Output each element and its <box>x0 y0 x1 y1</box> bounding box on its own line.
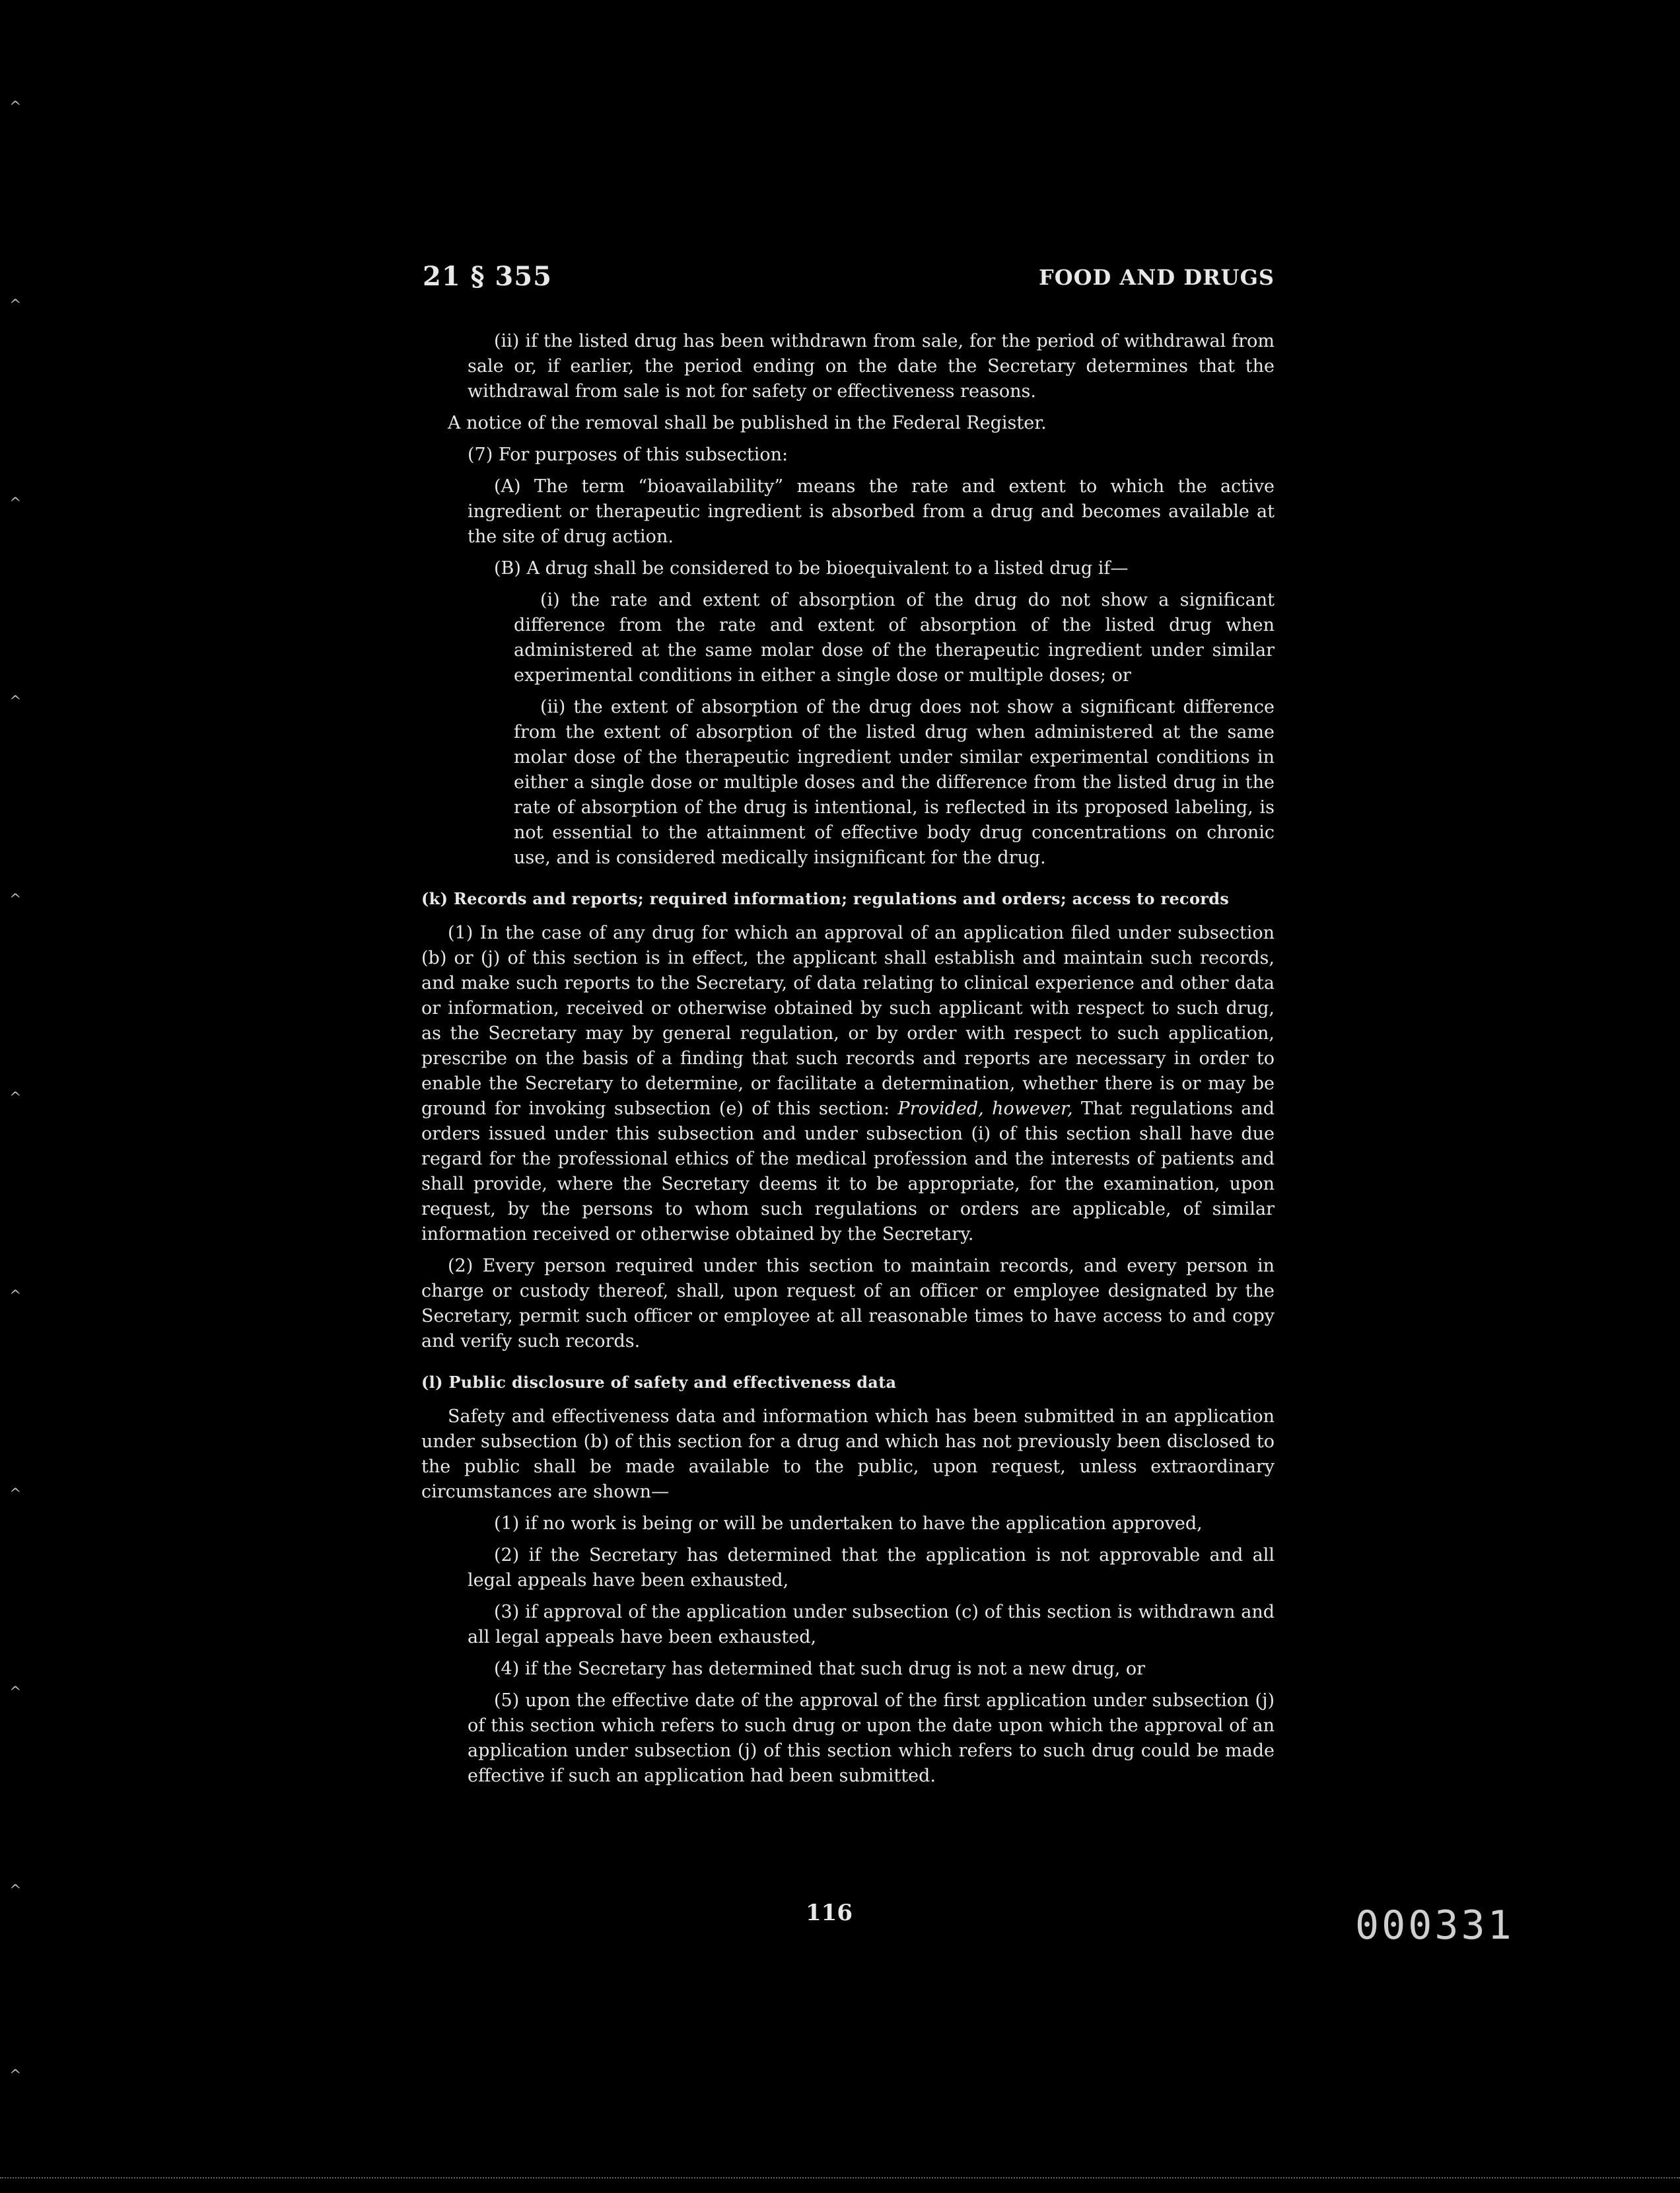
margin-mark: ^ <box>9 694 22 710</box>
margin-mark: ^ <box>9 1684 22 1701</box>
scan-bottom-edge <box>0 2177 1680 2178</box>
paragraph-7: (7) For purposes of this subsection: <box>468 445 788 465</box>
paragraph-B-i: (i) the rate and extent of absorption of the drug do not show a significant difference from the rate and extent of absorption of the listed drug when administered at the same molar dose of the therapeutic ingredient under similar experimental conditions in either a single dose or multiple doses; or <box>514 590 1275 686</box>
paragraph-A: (A) The term “bioavailability” means the rate and extent to which the active ingredient or therapeutic ingredient is absorbed from a drug and becomes available at the site of drug action. <box>468 476 1275 547</box>
page-header <box>423 261 1275 301</box>
margin-mark: ^ <box>9 1090 22 1106</box>
bates-stamp: 000331 <box>1355 1902 1514 1949</box>
paragraph-B: (B) A drug shall be considered to be bioequivalent to a listed drug if— <box>494 558 1129 579</box>
binding-margin <box>0 0 40 2193</box>
paragraph-ii-withdrawn: (ii) if the listed drug has been withdrawn from sale, for the period of withdrawal from sale or, if earlier, the period ending on the date the Secretary determines that the withdrawal from sale is not for safety or effectiveness reasons. <box>468 331 1275 402</box>
paragraph-k2: (2) Every person required under this section to maintain records, and every person in charge or custody thereof, shall, upon request of an officer or employee designated by the Secretary, permit such officer or employee at all reasonable times to have access to and copy and verify such records. <box>421 1256 1275 1351</box>
paragraph-B-ii: (ii) the extent of absorption of the drug does not show a significant difference from the extent of absorption of the listed drug when administered at the same molar dose of the therapeutic ingredient under similar experimental conditions in either a single dose or multiple doses and the difference from the listed drug in the rate of absorption of the drug is intentional, is reflected in its proposed labeling, is not essential to the attainment of effective body drug concentrations on chronic use, and is considered medically insignificant for the drug. <box>514 697 1275 868</box>
paragraph-k1-part-b: That regulations and orders issued under this subsection and under subsection (i) of this section shall have due regard for the professional ethics of the medical profession and the interests of patients and shall provide, where the Secretary deems it to be appropriate, for the examination, upon request, by the persons to whom such regulations or orders are applicable, of similar information received or otherwise obtained by the Secretary. <box>421 1098 1275 1244</box>
page-number: 116 <box>806 1900 853 1926</box>
paragraph-notice: A notice of the removal shall be published in the Federal Register. <box>448 413 1047 433</box>
paragraph-l-intro: Safety and effectiveness data and information which has been submitted in an application under subsection (b) of this section for a drug and which has not previously been disclosed to the public shall be made available to the public, upon request, unless extraordinary circumstances are shown— <box>421 1406 1275 1502</box>
paragraph-l3: (3) if approval of the application under subsection (c) of this section is withdrawn and all legal appeals have been exhausted, <box>468 1602 1275 1647</box>
section-citation: 21 § 355 <box>423 261 552 292</box>
paragraph-k1-part-a: (1) In the case of any drug for which an approval of an application filed under subsection (b) or (j) of this section is in effect, the applicant shall establish and maintain such records, and make such reports to the Secretary, of data relating to clinical experience and other data or information, received or otherwise obtained by such applicant with respect to such drug, as the Secretary may by general regulation, or by order with respect to such application, prescribe on the basis of a finding that such records and reports are necessary in order to enable the Secretary to determine, or facilitate a determination, whether there is or may be ground for invoking subsection (e) of this section: <box>421 923 1275 1119</box>
margin-mark: ^ <box>9 2067 22 2084</box>
running-title: FOOD AND DRUGS <box>1038 265 1275 290</box>
margin-mark: ^ <box>9 297 22 314</box>
paragraph-l5: (5) upon the effective date of the approval of the first application under subsection (j) of this section which refers to such drug or upon the date upon which the approval of an application under subsection (j) of this section which refers to such drug could be made effective if such an application had been submitted. <box>468 1690 1275 1786</box>
margin-mark: ^ <box>9 1486 22 1503</box>
heading-l: (l) Public disclosure of safety and effectiveness data <box>421 1373 897 1392</box>
paragraph-k1 <box>421 921 1275 1247</box>
paragraph-l2: (2) if the Secretary has determined that the application is not approvable and all legal appeals have been exhausted, <box>468 1545 1275 1591</box>
margin-mark: ^ <box>9 892 22 908</box>
margin-mark: ^ <box>9 1288 22 1305</box>
margin-mark: ^ <box>9 99 22 116</box>
document-body <box>421 329 1275 1795</box>
paragraph-k1-proviso: Provided, however, <box>897 1098 1073 1119</box>
heading-k: (k) Records and reports; required information; regulations and orders; access to records <box>421 889 1230 908</box>
paragraph-l4: (4) if the Secretary has determined that such drug is not a new drug, or <box>494 1659 1146 1679</box>
margin-mark: ^ <box>9 495 22 512</box>
paragraph-l1: (1) if no work is being or will be undertaken to have the application approved, <box>494 1513 1203 1534</box>
margin-mark: ^ <box>9 1883 22 1899</box>
